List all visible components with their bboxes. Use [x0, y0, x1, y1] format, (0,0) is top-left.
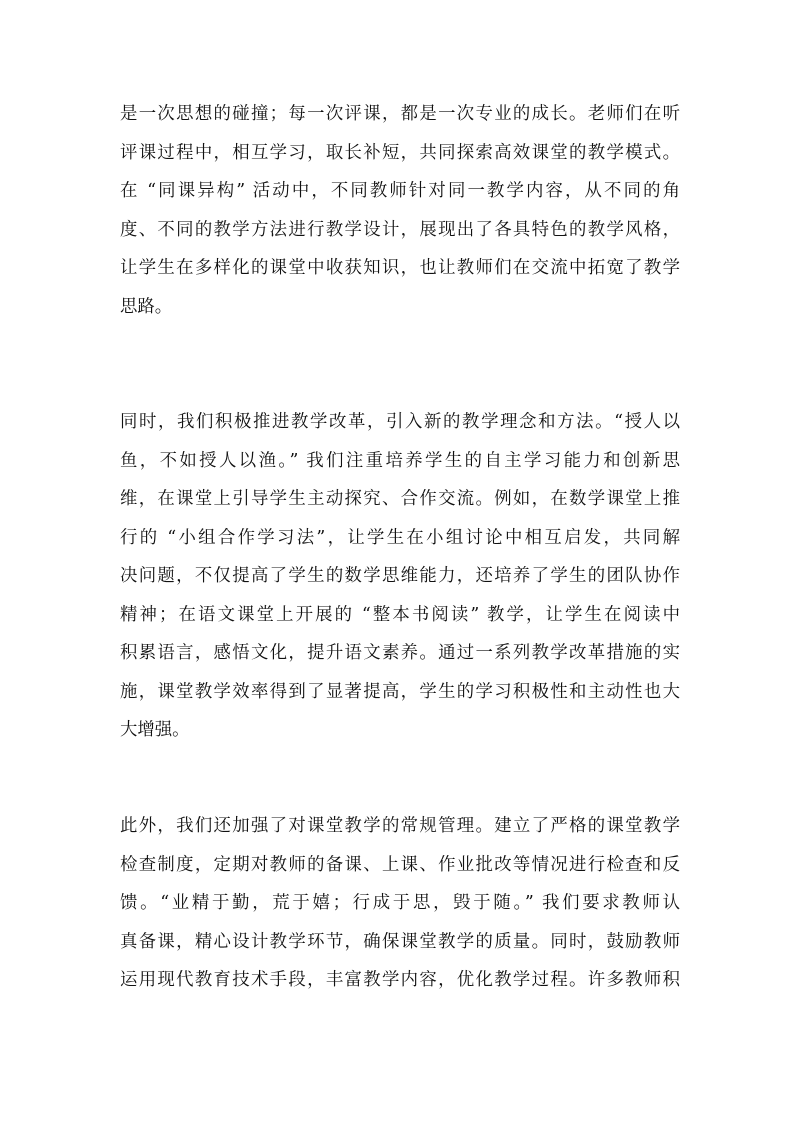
paragraph-2	[120, 403, 680, 750]
text-line: 大增强。	[120, 720, 190, 740]
text-line: 是一次思想的碰撞；每一次评课，都是一次专业的成长。老师们在听	[120, 104, 680, 124]
text-line: 决问题，不仅提高了学生的数学思维能力，还培养了学生的团队协作	[120, 566, 680, 586]
text-line: 让学生在多样化的课堂中收获知识，也让教师们在交流中拓宽了教学	[120, 258, 680, 278]
text-line: 真备课，精心设计教学环节，确保课堂教学的质量。同时，鼓励教师	[120, 931, 680, 952]
paragraph-1	[120, 95, 680, 326]
text-line: 评课过程中，相互学习，取长补短，共同探索高效课堂的教学模式。	[120, 142, 680, 163]
text-line: 思路。	[120, 296, 173, 317]
text-line: 积累语言，感悟文化，提升语文素养。通过一系列教学改革措施的实	[120, 643, 680, 663]
text-line: 在 “同课异构” 活动中，不同教师针对同一教学内容，从不同的角	[120, 181, 680, 201]
text-line: 此外，我们还加强了对课堂教学的常规管理。建立了严格的课堂教学	[120, 816, 680, 836]
text-line: 同时，我们积极推进教学改革，引入新的教学理念和方法。“授人以	[120, 412, 680, 432]
text-line: 度、不同的教学方法进行教学设计，展现出了各具特色的教学风格，	[120, 219, 680, 240]
text-line: 馈。“业精于勤，荒于嬉；行成于思，毁于随。” 我们要求教师认	[120, 893, 680, 913]
text-line: 精神；在语文课堂上开展的 “整本书阅读” 教学，让学生在阅读中	[120, 604, 680, 625]
text-line: 施，课堂教学效率得到了显著提高，学生的学习积极性和主动性也大	[120, 681, 680, 702]
text-line: 鱼，不如授人以渔。” 我们注重培养学生的自主学习能力和创新思	[120, 450, 680, 471]
paragraph-3	[120, 807, 680, 1000]
text-line: 维，在课堂上引导学生主动探究、合作交流。例如，在数学课堂上推	[120, 489, 680, 509]
text-line: 运用现代教育技术手段，丰富教学内容，优化教学过程。许多教师积	[120, 970, 680, 990]
text-line: 检查制度，定期对教师的备课、上课、作业批改等情况进行检查和反	[120, 854, 680, 875]
text-line: 行的 “小组合作学习法”，让学生在小组讨论中相互启发，共同解	[120, 527, 680, 548]
